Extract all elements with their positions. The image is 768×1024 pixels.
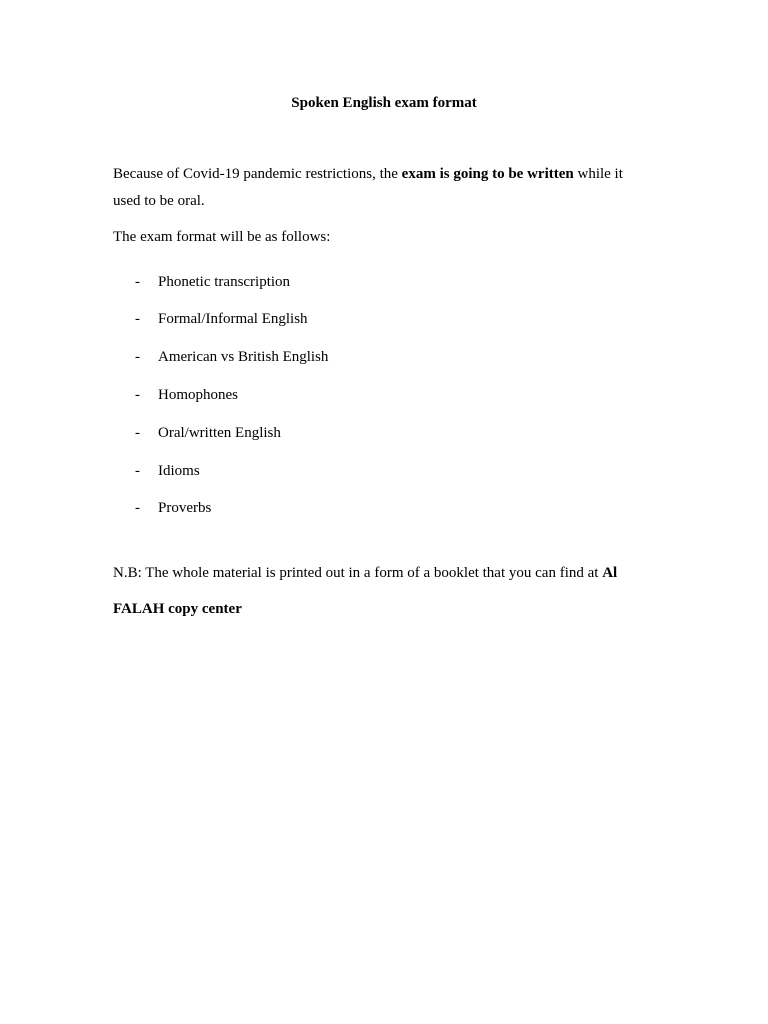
intro-line-2: used to be oral.	[113, 193, 205, 209]
intro-line-1	[113, 164, 643, 184]
note-bold-text: Al	[602, 565, 618, 581]
intro-text-end: while it	[573, 166, 623, 182]
list-item-label: Formal/Informal English	[158, 311, 308, 327]
list-item-label: Oral/written English	[158, 425, 281, 441]
list-item-label: American vs British English	[158, 349, 329, 365]
bullet-dash: -	[135, 463, 140, 479]
bullet-dash: -	[135, 500, 140, 516]
list-item-label: Homophones	[158, 387, 238, 403]
intro-bold-text: exam is going to be written	[401, 166, 574, 182]
list-item-label: Idioms	[158, 463, 200, 479]
format-intro: The exam format will be as follows:	[113, 229, 331, 245]
document-title: Spoken English exam format	[291, 95, 477, 111]
bullet-dash: -	[135, 349, 140, 365]
list-item-label: Proverbs	[158, 500, 212, 516]
bullet-dash: -	[135, 425, 140, 441]
note-bold-location: FALAH copy center	[113, 601, 242, 617]
bullet-dash: -	[135, 387, 140, 403]
intro-text: Because of Covid-19 pandemic restrictions, the	[113, 166, 402, 182]
bullet-dash: -	[135, 311, 140, 327]
note-line-2	[113, 599, 643, 619]
note-line-1	[113, 563, 643, 583]
list-item-label: Phonetic transcription	[158, 274, 291, 290]
note-text: N.B: The whole material is printed out in a form of a booklet that you can find at	[113, 565, 603, 581]
bullet-dash: -	[135, 274, 140, 290]
